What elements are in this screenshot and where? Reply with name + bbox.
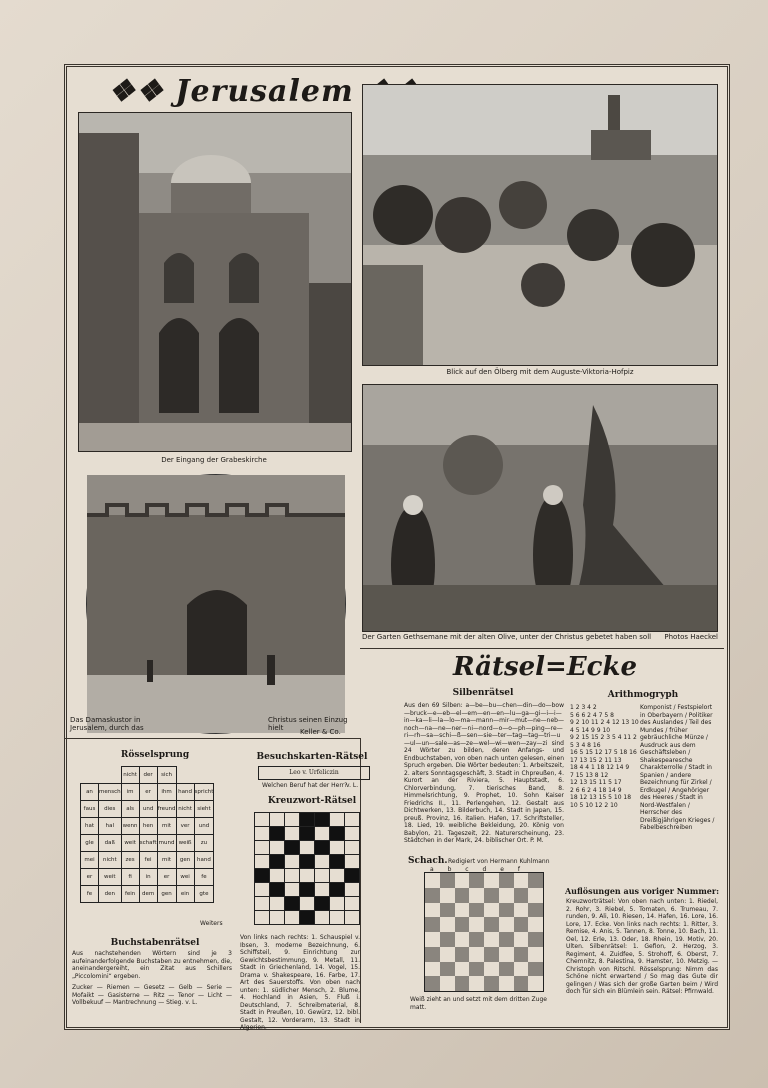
- roessel-cell: fe: [81, 886, 99, 903]
- crossword-cell: [300, 841, 315, 855]
- kreuz-title: Kreuzwort-Rätsel: [267, 796, 357, 806]
- roessel-cell: er: [157, 869, 176, 886]
- chess-square: [425, 888, 440, 903]
- roessel-cell: nicht: [99, 852, 122, 869]
- chess-square: [425, 873, 440, 888]
- crossword-cell: [255, 841, 270, 855]
- damascus-gate-photo: [86, 474, 346, 734]
- silben-title: Silbenrätsel: [452, 688, 514, 698]
- roessel-cell: ver: [176, 818, 194, 835]
- crossword-row: [255, 869, 360, 883]
- roessel-cell: an: [81, 784, 99, 801]
- visit-author: v. L.: [346, 782, 359, 789]
- crossword-cell: [255, 869, 270, 883]
- chess-square: [499, 932, 514, 947]
- chess-square: [499, 962, 514, 977]
- roessel-cell: sieht: [194, 801, 214, 818]
- roessel-cell: schaft: [139, 835, 157, 852]
- chess-square: [455, 917, 470, 932]
- crossword-row: [255, 897, 360, 911]
- crossword-cell: [270, 827, 285, 841]
- chess-square: [425, 932, 440, 947]
- crossword-cell: [345, 855, 360, 869]
- crossword-cell: [285, 869, 300, 883]
- crossword-cell: [255, 883, 270, 897]
- chess-square: [455, 873, 470, 888]
- roessel-cell: hand: [194, 852, 214, 869]
- roessel-cell: und: [139, 801, 157, 818]
- chess-square: [469, 888, 484, 903]
- chess-square: [499, 976, 514, 991]
- crossword-cell: [315, 869, 330, 883]
- roessel-row: [81, 767, 214, 784]
- solutions-title: Auflösungen aus voriger Nummer:: [564, 886, 720, 896]
- roessel-cell: nicht: [176, 801, 194, 818]
- crossword-cell: [270, 897, 285, 911]
- photo-credit: Photos Haeckel: [664, 633, 718, 641]
- chess-square: [528, 903, 543, 918]
- roessel-cell: weit: [99, 869, 122, 886]
- visit-question: Welchen Beruf hat der Herr?: [262, 782, 348, 789]
- chess-square: [499, 888, 514, 903]
- crossword-cell: [315, 827, 330, 841]
- silben-text: Aus den 69 Silben: a—be—bu—chen—din—do—bow—bruck—e—eb—el—em—en—en—lu—ga—gi—i—i—in—ka—li—la—lo—ma—mann—mir—mut—ne—neb—noch—na—ne—ner—ni—nord—o—o—ph—ping—re—ri—rh—sa—schi—ß—sen—sie—ter—tag—tag—tri—u—ul—un—sale—as—ze—wel—wi—wen—zay—zi sind 24 Wörter zu bilden, deren Anfangs- und Endbuchstaben, von oben nach unten gelesen, einen Spruch ergeben. Die Wörter bedeuten: 1. Arbeitszeit, 2. alters Sonntagsgeschäft, 3. Stadt in Chpreußen, 4. Kurort an der Riviera, 5. Hauptstadt, 6. Chlorverbindung, 7. tierisches Band, 8. Himmelsrichtung, 9. Prophet, 10. Sohn Kaiser Friedrichs II., 11. Perlengehen, 12. Gestalt aus Dichtwerken, 13. Bilderbuch, 14. Stadt in Japan, 15. preuß. Provinz, 16. italien. Hafen, 17. Schriftsteller, 18. Lied, 19. weibliche Bekleidung, 20. König von Babylon, 21. Tageszeit, 22. Naturerscheinung, 23. Städtchen in der Mark, 24. biblischer Ort. P. M.: [404, 702, 564, 844]
- crossword-cell: [345, 869, 360, 883]
- crossword-cell: [270, 855, 285, 869]
- roessel-cell: ein: [176, 886, 194, 903]
- crossword-cell: [315, 911, 330, 925]
- chess-square: [484, 932, 499, 947]
- roessel-cell: spricht: [194, 784, 214, 801]
- crossword-cell: [330, 897, 345, 911]
- crossword-row: [255, 827, 360, 841]
- roessel-row: [81, 801, 214, 818]
- chess-square: [499, 903, 514, 918]
- gethsemane-photo: [362, 384, 718, 632]
- chess-square: [440, 917, 455, 932]
- crossword-cell: [330, 841, 345, 855]
- crossword-cell: [300, 869, 315, 883]
- crossword-cell: [285, 813, 300, 827]
- chess-square: [514, 976, 529, 991]
- chess-square: [514, 932, 529, 947]
- roessel-cell: [194, 767, 214, 784]
- chess-square: [440, 947, 455, 962]
- roessel-cell: er: [81, 869, 99, 886]
- olivet-caption: Blick auf den Ölberg mit dem Auguste-Viktoria-Hofpiz: [446, 368, 634, 376]
- crossword-cell: [300, 855, 315, 869]
- arith-title: Arithmogryph: [607, 690, 679, 700]
- crossword-cell: [345, 813, 360, 827]
- roessel-cell: hen: [139, 818, 157, 835]
- solutions-text: Kreuzworträtsel: Von oben nach unten: 1. Riedel, 2. Rohr, 3. Riebel, 5. Tomaten, 6. Trumeau, 7. runden, 9. Ali, 10. Riesen, 14. Hafen, 16. Lore, 16. Lore, 17. Ecke. Von links nach rechts: 1. Ritter, 3. Remise, 4. Anis, 5. Tannen, 8. Tonne, 10. Bach, 11. Oel, 12. Erle, 13. Oder, 18. Rhein, 19. Motiv, 20. Ulten. Silbenrätsel: 1. Gefion, 2. Herzog, 3. Regiment, 4. Zuidfee, 5. Strohoff, 6. Oberst, 7. Chemnitz, 8. Palestina, 9. Hamster, 10. Metzig. — Christoph von Ritschl. Rösselsprung: Nimm das Schöne nicht erwartend / So mag das Gute dir gelingen / Was sich der große Garten beim / Wird doch für sich ein Blümlein sein. Rätsel: Pfirnwald.: [566, 898, 718, 995]
- crossword-cell: [255, 813, 270, 827]
- crossword-cell: [255, 827, 270, 841]
- roessel-cell: [176, 767, 194, 784]
- church-caption: Der Eingang der Grabeskirche: [161, 456, 267, 464]
- roessel-cell: mit: [157, 852, 176, 869]
- chess-square: [514, 903, 529, 918]
- chess-square: [528, 976, 543, 991]
- chess-square: [528, 962, 543, 977]
- roessel-cell: mit: [157, 818, 176, 835]
- chess-square: [440, 976, 455, 991]
- roessel-author: Weiters: [200, 920, 223, 927]
- chess-square: [484, 962, 499, 977]
- roessel-cell: gen: [157, 886, 176, 903]
- chess-square: [440, 873, 455, 888]
- chess-square: [528, 947, 543, 962]
- roessel-cell: dies: [99, 801, 122, 818]
- roessel-cell: fi: [121, 869, 139, 886]
- chess-task: Weiß zieht an und setzt mit dem dritten Zuge matt.: [410, 996, 547, 1011]
- arith-extra: [568, 858, 718, 876]
- roessel-cell: mensch: [99, 784, 122, 801]
- roessel-cell: faus: [81, 801, 99, 818]
- roessel-cell: fei: [139, 852, 157, 869]
- crossword-cell: [315, 897, 330, 911]
- chess-square: [514, 917, 529, 932]
- crossword-row: [255, 855, 360, 869]
- crossword-cell: [255, 911, 270, 925]
- crossword-cell: [345, 883, 360, 897]
- roessel-cell: und: [194, 818, 214, 835]
- chess-square: [499, 873, 514, 888]
- buchstaben-words: Zucker — Riemen — Gesetz — Gelb — Serie — Mofaikt — Gasisterne — Ritz — Tenor — Licht — Vollbekuuf — Mantrechnung — Stieg. v. L.: [72, 984, 232, 1006]
- crossword-cell: [330, 883, 345, 897]
- roessel-grid: [80, 766, 214, 903]
- chess-square: [469, 947, 484, 962]
- roessel-cell: wenn: [121, 818, 139, 835]
- roessel-cell: freund: [157, 801, 176, 818]
- roessel-row: [81, 784, 214, 801]
- roessel-cell: nicht: [121, 767, 139, 784]
- chess-square: [514, 947, 529, 962]
- roessel-cell: weit: [121, 835, 139, 852]
- crossword-cell: [330, 869, 345, 883]
- roessel-cell: hat: [81, 818, 99, 835]
- crossword-cell: [330, 827, 345, 841]
- roessel-cell: gte: [194, 886, 214, 903]
- chess-square: [484, 888, 499, 903]
- chess-square: [469, 917, 484, 932]
- roessel-cell: zes: [121, 852, 139, 869]
- chess-square: [514, 873, 529, 888]
- crossword-cell: [285, 911, 300, 925]
- crossword-cell: [300, 827, 315, 841]
- chess-square: [499, 917, 514, 932]
- visit-card: Leo v. Urfeliczin: [258, 766, 370, 780]
- crossword-cell: [270, 869, 285, 883]
- roessel-row: [81, 835, 214, 852]
- roessel-cell: mei: [81, 852, 99, 869]
- crossword-cell: [300, 813, 315, 827]
- chess-square: [455, 947, 470, 962]
- kreuz-grid: [254, 812, 360, 925]
- crossword-cell: [330, 855, 345, 869]
- crossword-cell: [270, 813, 285, 827]
- chess-square: [514, 888, 529, 903]
- damascus-credit: Keller & Co.: [300, 728, 341, 736]
- chess-square: [484, 873, 499, 888]
- church-photo: [78, 112, 352, 452]
- roessel-cell: hand: [176, 784, 194, 801]
- crossword-cell: [270, 911, 285, 925]
- roessel-row: [81, 886, 214, 903]
- roessel-cell: zu: [194, 835, 214, 852]
- roessel-title: Rösselsprung: [120, 750, 190, 760]
- arith-rows: 1 2 3 4 2 5 6 6 2 4 7 5 8 9 2 10 11 2 4 12 13 10 4 5 14 9 9 10 9 2 15 15 2 3 5 4 11 2 5 3 4 8 16 16 5 15 12 17 5 18 16 17 13 15 2 11 13 18 4 4 1 18 12 14 9 7 15 13 8 12 12 13 15 11 5 17 2 6 6 2 4 18 14 9 18 12 13 15 5 10 18 10 5 10 12 2 10: [570, 704, 639, 809]
- roessel-cell: fe: [194, 869, 214, 886]
- roessel-cell: mund: [157, 835, 176, 852]
- chess-board: [424, 872, 544, 992]
- crossword-cell: [285, 841, 300, 855]
- chess-square: [425, 903, 440, 918]
- crossword-cell: [315, 883, 330, 897]
- crossword-cell: [330, 911, 345, 925]
- crossword-row: [255, 911, 360, 925]
- chess-square: [455, 976, 470, 991]
- roessel-cell: in: [139, 869, 157, 886]
- crossword-cell: [345, 911, 360, 925]
- roessel-cell: gle: [81, 835, 99, 852]
- chess-square: [425, 976, 440, 991]
- chess-square: [469, 932, 484, 947]
- crossword-cell: [345, 827, 360, 841]
- chess-square: [469, 873, 484, 888]
- roessel-cell: hal: [99, 818, 122, 835]
- crossword-row: [255, 883, 360, 897]
- chess-square: [469, 976, 484, 991]
- crossword-row: [255, 841, 360, 855]
- kreuz-text: Von links nach rechts: 1. Schauspiel v. Ibsen, 3. moderne Bezeichnung, 6. Schiffsteil, 9. Einrichtung zur Gewichtsbestimmung, 9. Metall, 11. Stadt in Griechenland, 14. Vogel, 15. Drama v. Shakespeare, 16. Farbe, 17. Art des Sauerstoffs. Von oben nach unten: 1. südlicher Mensch, 2. Blume, 4. Hochland in Asien, 5. Fluß i. Deutschland, 7. Schreibmaterial, 8. Stadt in Preußen, 10. Gewürz, 12. bibl. Gestalt, 12. Vorderarm, 13. Stadt in Algerien.: [240, 934, 360, 1031]
- chess-square: [484, 947, 499, 962]
- crossword-cell: [285, 827, 300, 841]
- roessel-cell: dem: [139, 886, 157, 903]
- chess-editor: Redigiert von Hermann Kuhlmann: [448, 858, 550, 865]
- crossword-cell: [285, 883, 300, 897]
- roessel-cell: er: [139, 784, 157, 801]
- crossword-cell: [345, 841, 360, 855]
- roessel-cell: fein: [121, 886, 139, 903]
- crossword-cell: [300, 897, 315, 911]
- roessel-cell: weiß: [176, 835, 194, 852]
- roessel-cell: [99, 767, 122, 784]
- chess-files: a b c d e f: [430, 866, 526, 873]
- buchstaben-title: Buchstabenrätsel: [110, 938, 200, 948]
- chess-square: [455, 903, 470, 918]
- roessel-cell: der: [139, 767, 157, 784]
- olivet-photo: [362, 84, 718, 366]
- roessel-row: [81, 869, 214, 886]
- chess-square: [528, 932, 543, 947]
- chess-square: [528, 917, 543, 932]
- crossword-cell: [285, 897, 300, 911]
- damascus-caption-right: Christus seinen Einzug hielt: [268, 716, 348, 732]
- crossword-cell: [300, 883, 315, 897]
- roessel-cell: sich: [157, 767, 176, 784]
- crossword-cell: [255, 897, 270, 911]
- crossword-cell: [270, 883, 285, 897]
- roessel-row: [81, 818, 214, 835]
- chess-square: [440, 962, 455, 977]
- chess-title: Schach.: [408, 856, 448, 866]
- crossword-cell: [300, 911, 315, 925]
- crossword-cell: [270, 841, 285, 855]
- crossword-cell: [315, 841, 330, 855]
- roessel-cell: gen: [176, 852, 194, 869]
- chess-square: [469, 903, 484, 918]
- chess-square: [528, 888, 543, 903]
- chess-square: [455, 932, 470, 947]
- roessel-cell: im: [121, 784, 139, 801]
- visit-title: Besuchskarten-Rätsel: [256, 752, 368, 762]
- gethsemane-caption: Der Garten Gethsemane mit der alten Olive, unter der Christus gebetet haben soll: [362, 633, 652, 641]
- roessel-row: [81, 852, 214, 869]
- roessel-cell: daß: [99, 835, 122, 852]
- damascus-caption-left: Das Damaskustor in Jerusalem, durch das: [70, 716, 144, 732]
- crossword-cell: [255, 855, 270, 869]
- page-title: ❖❖ Jerusalem: [108, 74, 354, 109]
- chess-square: [528, 873, 543, 888]
- roessel-cell: als: [121, 801, 139, 818]
- chess-square: [469, 962, 484, 977]
- crossword-cell: [345, 897, 360, 911]
- crossword-cell: [315, 855, 330, 869]
- roessel-cell: [81, 767, 99, 784]
- chess-square: [514, 962, 529, 977]
- chess-square: [425, 962, 440, 977]
- crossword-cell: [315, 813, 330, 827]
- corner-title: Rätsel=Ecke: [452, 652, 638, 682]
- arith-clues: Komponist / Festspielort in Oberbayern / Politiker des Auslandes / Teil des Mundes / früher gebräuchliche Münze / Ausdruck aus dem Geschäftsleben / Shakespearesche Charakterrolle / Stadt in Spanien / andere Bezeichnung für Zirkel / Erdkugel / Angehöriger des Heeres / Stadt in Nord-Westfalen / Herrscher des Dreißigjährigen Krieges / Fabelbeschreiben: [640, 704, 715, 831]
- chess-square: [484, 903, 499, 918]
- crossword-row: [255, 813, 360, 827]
- chess-square: [455, 962, 470, 977]
- roessel-cell: wei: [176, 869, 194, 886]
- chess-square: [440, 932, 455, 947]
- crossword-cell: [330, 813, 345, 827]
- chess-square: [440, 903, 455, 918]
- chess-square: [484, 917, 499, 932]
- chess-square: [455, 888, 470, 903]
- chess-square: [484, 976, 499, 991]
- chess-square: [425, 947, 440, 962]
- roessel-cell: ihm: [157, 784, 176, 801]
- chess-square: [425, 917, 440, 932]
- chess-square: [440, 888, 455, 903]
- crossword-cell: [285, 855, 300, 869]
- roessel-cell: den: [99, 886, 122, 903]
- chess-square: [499, 947, 514, 962]
- buchstaben-text: Aus nachstehenden Wörtern sind je 3 aufeinanderfolgende Buchstaben zu entnehmen, die, aneinandergereiht, ein Zitat aus Schillers „Piccolomini“ ergeben.: [72, 950, 232, 980]
